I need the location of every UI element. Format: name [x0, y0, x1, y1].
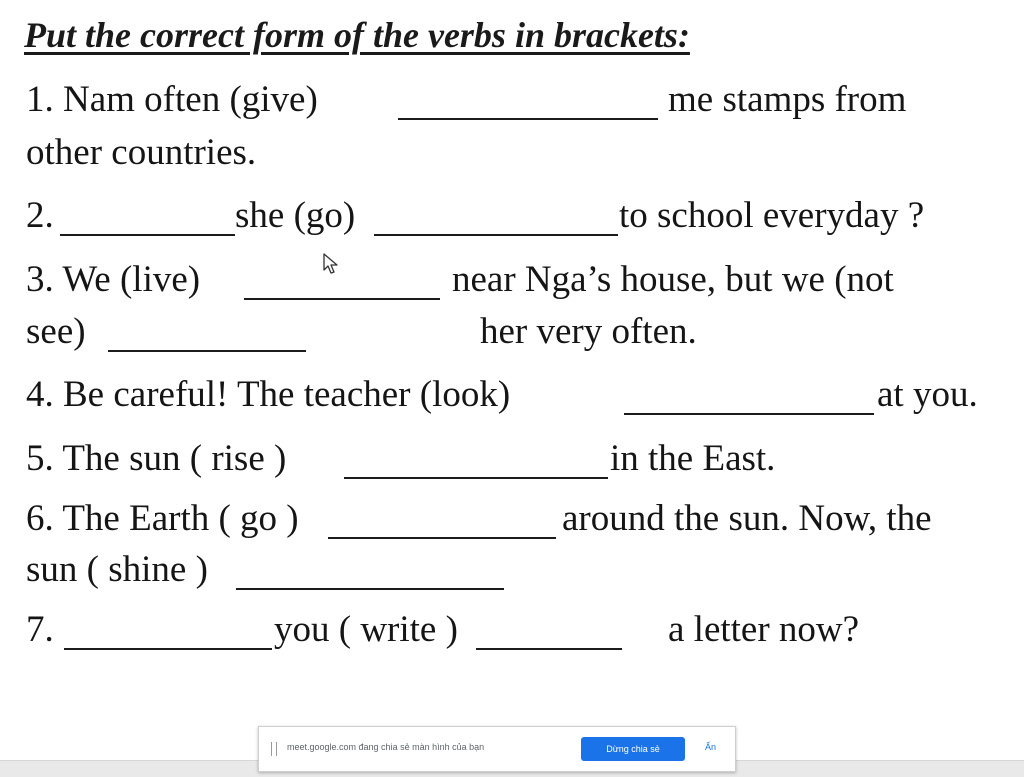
q1-blank[interactable]	[398, 118, 658, 120]
share-message: meet.google.com đang chia sẻ màn hình của bạn	[287, 742, 485, 752]
q3-text-d: her very often.	[480, 311, 697, 352]
q7-blank-1[interactable]	[64, 648, 272, 650]
q2-blank-1[interactable]	[60, 234, 235, 236]
q3-blank-2[interactable]	[108, 350, 306, 352]
q6-blank-1[interactable]	[328, 537, 556, 539]
q5-text-b: in the East.	[610, 438, 776, 479]
q4-text-b: at you.	[877, 374, 978, 415]
hide-button[interactable]: Ẩn	[705, 742, 717, 752]
mouse-pointer-icon	[322, 253, 340, 275]
q2-text-b: she (go)	[235, 195, 356, 236]
q7-text-c: a letter now?	[668, 609, 860, 650]
drag-handle-icon[interactable]	[271, 742, 277, 756]
q5-text-a: 5. The sun ( rise )	[26, 438, 287, 479]
q2-text-c: to school everyday ?	[619, 195, 925, 236]
q5-blank[interactable]	[344, 477, 608, 479]
q6-text-b: around the sun. Now, the	[562, 498, 932, 539]
q1-text-b: me stamps from	[668, 79, 907, 120]
q1-text-c: other countries.	[26, 132, 257, 173]
q7-text-a: 7.	[26, 609, 54, 650]
q7-blank-2[interactable]	[476, 648, 622, 650]
stop-sharing-button[interactable]: Dừng chia sẻ	[581, 737, 685, 761]
q3-text-c: see)	[26, 311, 86, 352]
q4-text-a: 4. Be careful! The teacher (look)	[26, 374, 511, 415]
q6-text-c: sun ( shine )	[26, 549, 208, 590]
q6-text-a: 6. The Earth ( go )	[26, 498, 299, 539]
q6-blank-2[interactable]	[236, 588, 504, 590]
q7-text-b: you ( write )	[274, 609, 458, 650]
q3-blank-1[interactable]	[244, 298, 440, 300]
worksheet-title: Put the correct form of the verbs in brackets:	[24, 15, 690, 55]
screen-share-banner	[258, 726, 736, 772]
q2-text-a: 2.	[26, 195, 54, 236]
q4-blank[interactable]	[624, 413, 874, 415]
q3-text-a: 3. We (live)	[26, 259, 201, 300]
q1-text-a: 1. Nam often (give)	[26, 79, 318, 120]
q3-text-b: near Nga’s house, but we (not	[452, 259, 894, 300]
q2-blank-2[interactable]	[374, 234, 618, 236]
